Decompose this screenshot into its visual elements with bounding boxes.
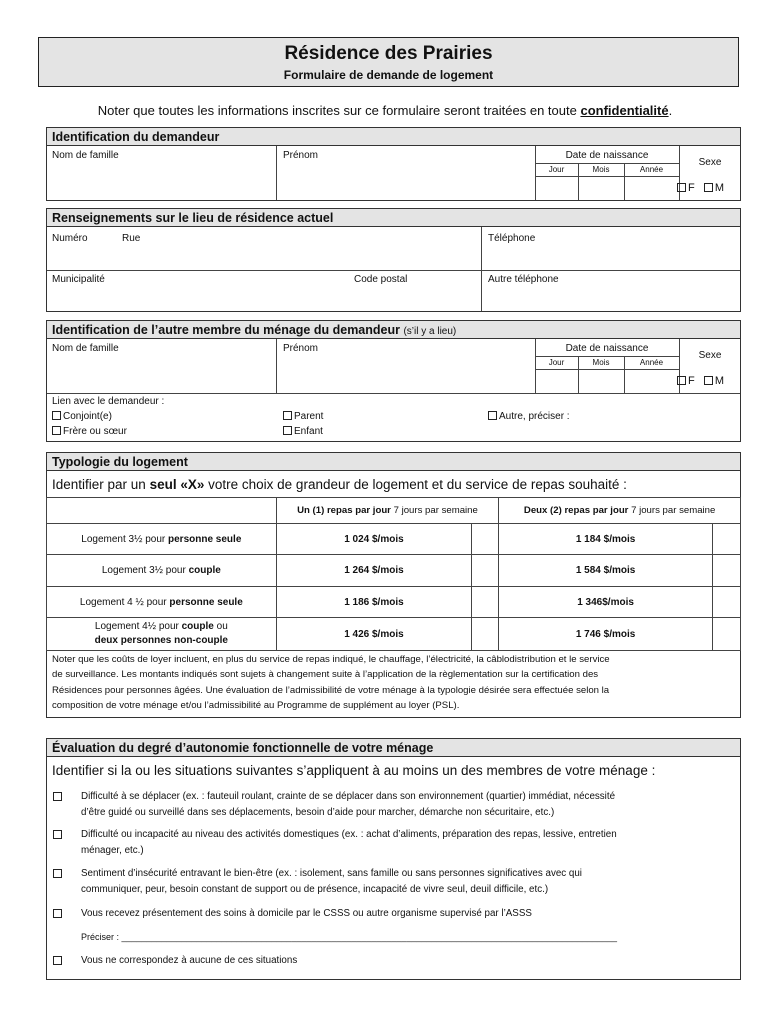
select-box[interactable] (472, 555, 499, 587)
table-row: Logement 4 ½ pour personne seule 1 186 $/mois 1 346$/mois (47, 587, 741, 618)
form-title: Résidence des Prairies (284, 43, 493, 64)
sex-label: Sexe (698, 157, 722, 168)
table-row: Logement 3½ pour personne seule 1 024 $/mois 1 184 $/mois (47, 524, 741, 555)
select-box[interactable] (712, 618, 740, 651)
parent-checkbox[interactable] (283, 411, 292, 420)
select-box[interactable] (712, 587, 740, 618)
pricing-table (46, 497, 741, 651)
situation-checkbox[interactable] (53, 956, 62, 965)
autonomy-instruction: Identifier si la ou les situations suivantes s’appliquent à au moins un des membres de votre ménage : (52, 763, 656, 778)
male-checkbox[interactable] (704, 183, 713, 192)
sibling-checkbox[interactable] (52, 426, 61, 435)
situation-checkbox[interactable] (53, 830, 62, 839)
applicant-section: Identification du demandeur Nom de famille Prénom Date de naissance Jour Mois Année Sexe F M (46, 127, 741, 201)
specify-field[interactable]: Préciser : ___________________________________________________________________________________________________ (81, 932, 618, 942)
table-row: Logement 4½ pour couple ou deux personnes non-couple 1 426 $/mois 1 746 $/mois (47, 618, 741, 651)
residence-section: Renseignements sur le lieu de résidence actuel Numéro Rue Téléphone Municipalité Code postal Autre téléphone (46, 208, 741, 312)
first-name-label: Prénom (283, 150, 319, 161)
situation-checkbox[interactable] (53, 792, 62, 801)
select-box[interactable] (712, 555, 740, 587)
one-meal-header: Un (1) repas par jour 7 jours par semaine (276, 498, 499, 524)
select-box[interactable] (472, 524, 499, 555)
table-row: Logement 3½ pour couple 1 264 $/mois 1 584 $/mois (47, 555, 741, 587)
birth-date-label: Date de naissance (565, 150, 649, 161)
typology-section (46, 452, 741, 718)
situation-checkbox[interactable] (53, 869, 62, 878)
child-checkbox[interactable] (283, 426, 292, 435)
other-checkbox[interactable] (488, 411, 497, 420)
female-checkbox[interactable] (677, 183, 686, 192)
female-checkbox[interactable] (677, 376, 686, 385)
form-subtitle: Formulaire de demande de logement (283, 68, 494, 82)
last-name-label: Nom de famille (52, 150, 119, 161)
typology-instruction: Identifier par un seul «X» votre choix de grandeur de logement et du service de repas souhaité : (52, 477, 627, 492)
situation-checkbox[interactable] (53, 909, 62, 918)
male-checkbox[interactable] (704, 376, 713, 385)
other-member-section: Identification de l’autre membre du ménage du demandeur (s’il y a lieu) Nom de famille Prénom Date de naissance Jour Mois Année Sexe F M Lien avec le demandeur : Conjoint(e) Frère ou sœur Parent Enfant Autre, préciser : (46, 320, 741, 442)
spouse-checkbox[interactable] (52, 411, 61, 420)
section-title: Renseignements sur le lieu de résidence actuel (47, 209, 740, 227)
section-title: Typologie du logement (47, 453, 740, 471)
autonomy-section: Évaluation du degré d’autonomie fonctionnelle de votre ménage Identifier si la ou les situations suivantes s’appliquent à au moins un des membres de votre ménage : Difficulté à se déplacer (ex. : fauteuil roulant, crainte de se déplacer dans son environnement (quartier) immédiat, nécessité d’être guidé ou surveillé dans ses déplacements, besoin d’aide pour marcher, démarche non sécuritaire, etc.) Difficulté ou incapacité au niveau des activités domestiques (ex. : achat d’aliments, préparation des repas, lessive, entretien ménager, etc.) Sentiment d’insécurité entravant le bien-être (ex. : isolement, sans famille ou sans personnes significatives avec qui communiquer, peur, besoin constant de support ou de présence, incapacité de vivre seul, deuil difficile, etc.) Vous recevez présentement des soins à domicile par le CSSS ou autre organisme supervisé par l’ASSS Préciser : ___________________________________________________________________________________________________ Vous ne correspondez à aucune de ces situations (46, 738, 741, 980)
confidentiality-notice: Noter que toutes les informations inscrites sur ce formulaire seront traitées en toute confidentialité. (97, 103, 673, 118)
two-meals-header: Deux (2) repas par jour 7 jours par semaine (499, 498, 741, 524)
select-box[interactable] (712, 524, 740, 555)
section-title: Évaluation du degré d’autonomie fonctionnelle de votre ménage (47, 739, 740, 757)
select-box[interactable] (472, 587, 499, 618)
section-title: Identification du demandeur (47, 128, 740, 146)
select-box[interactable] (472, 618, 499, 651)
section-title: Identification de l’autre membre du ménage du demandeur (s’il y a lieu) (47, 321, 740, 339)
typology-footnote: Noter que les coûts de loyer incluent, en plus du service de repas indiqué, le chauffage, l’électricité, la câblodistribution et le service de surveillance. Les montants indiqués sont sujets à changement suite à l’application de la règlementation sur la certification des Résidences pour personnes âgées. Une évaluation de l’admissibilité de votre ménage à la typologie désirée sera effectuée selon la composition de votre ménage et/ou l’admissibilité au Programme de supplément au loyer (PSL). (52, 654, 610, 711)
form-title-box (38, 37, 739, 87)
